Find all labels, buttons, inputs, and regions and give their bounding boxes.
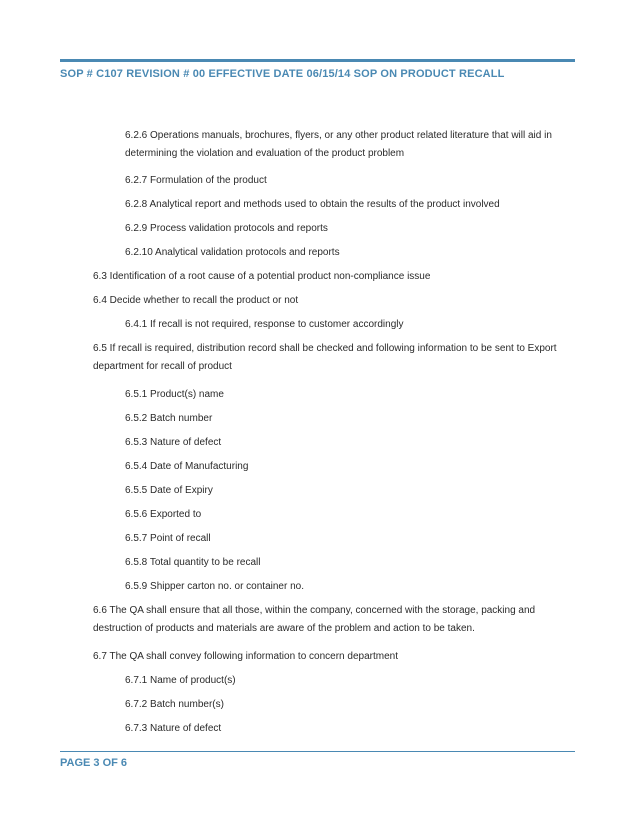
list-item: 6.5.5 Date of Expiry bbox=[125, 485, 213, 496]
document-header: SOP # C107 REVISION # 00 EFFECTIVE DATE 06/15/14 SOP ON PRODUCT RECALL bbox=[60, 68, 505, 80]
list-item: 6.7.2 Batch number(s) bbox=[125, 699, 224, 710]
header-rule bbox=[60, 59, 575, 62]
list-item: 6.7 The QA shall convey following information to concern department bbox=[93, 651, 398, 662]
page-number: PAGE 3 OF 6 bbox=[60, 757, 128, 769]
list-item: 6.6 The QA shall ensure that all those, within the company, concerned with the storage, packing and destruction of products and materials are aware of the problem and action to be taken. bbox=[93, 605, 536, 634]
list-item: 6.4.1 If recall is not required, response to customer accordingly bbox=[125, 319, 404, 330]
list-item: 6.5.4 Date of Manufacturing bbox=[125, 461, 249, 472]
list-item: 6.2.9 Process validation protocols and reports bbox=[125, 223, 328, 234]
list-item: 6.5.3 Nature of defect bbox=[125, 437, 222, 448]
list-item: 6.5.1 Product(s) name bbox=[125, 389, 224, 400]
list-item: 6.4 Decide whether to recall the product or not bbox=[93, 295, 299, 306]
list-item: 6.7.1 Name of product(s) bbox=[125, 675, 236, 686]
list-item: 6.2.6 Operations manuals, brochures, flyers, or any other product related literature that will aid in determining the violation and evaluation of the product problem bbox=[125, 130, 552, 159]
list-item: 6.5.7 Point of recall bbox=[125, 533, 211, 544]
list-item: 6.7.3 Nature of defect bbox=[125, 723, 222, 734]
list-item: 6.2.8 Analytical report and methods used to obtain the results of the product involved bbox=[125, 199, 500, 210]
list-item: 6.5.8 Total quantity to be recall bbox=[125, 557, 261, 568]
footer-rule bbox=[60, 751, 575, 752]
list-item: 6.5.6 Exported to bbox=[125, 509, 202, 520]
list-item: 6.5 If recall is required, distribution record shall be checked and following information to be sent to Export department for recall of product bbox=[93, 343, 557, 372]
list-item: 6.5.2 Batch number bbox=[125, 413, 213, 424]
list-item: 6.3 Identification of a root cause of a potential product non-compliance issue bbox=[93, 271, 431, 282]
list-item: 6.5.9 Shipper carton no. or container no. bbox=[125, 581, 305, 592]
list-item: 6.2.7 Formulation of the product bbox=[125, 175, 267, 186]
list-item: 6.2.10 Analytical validation protocols and reports bbox=[125, 247, 340, 258]
